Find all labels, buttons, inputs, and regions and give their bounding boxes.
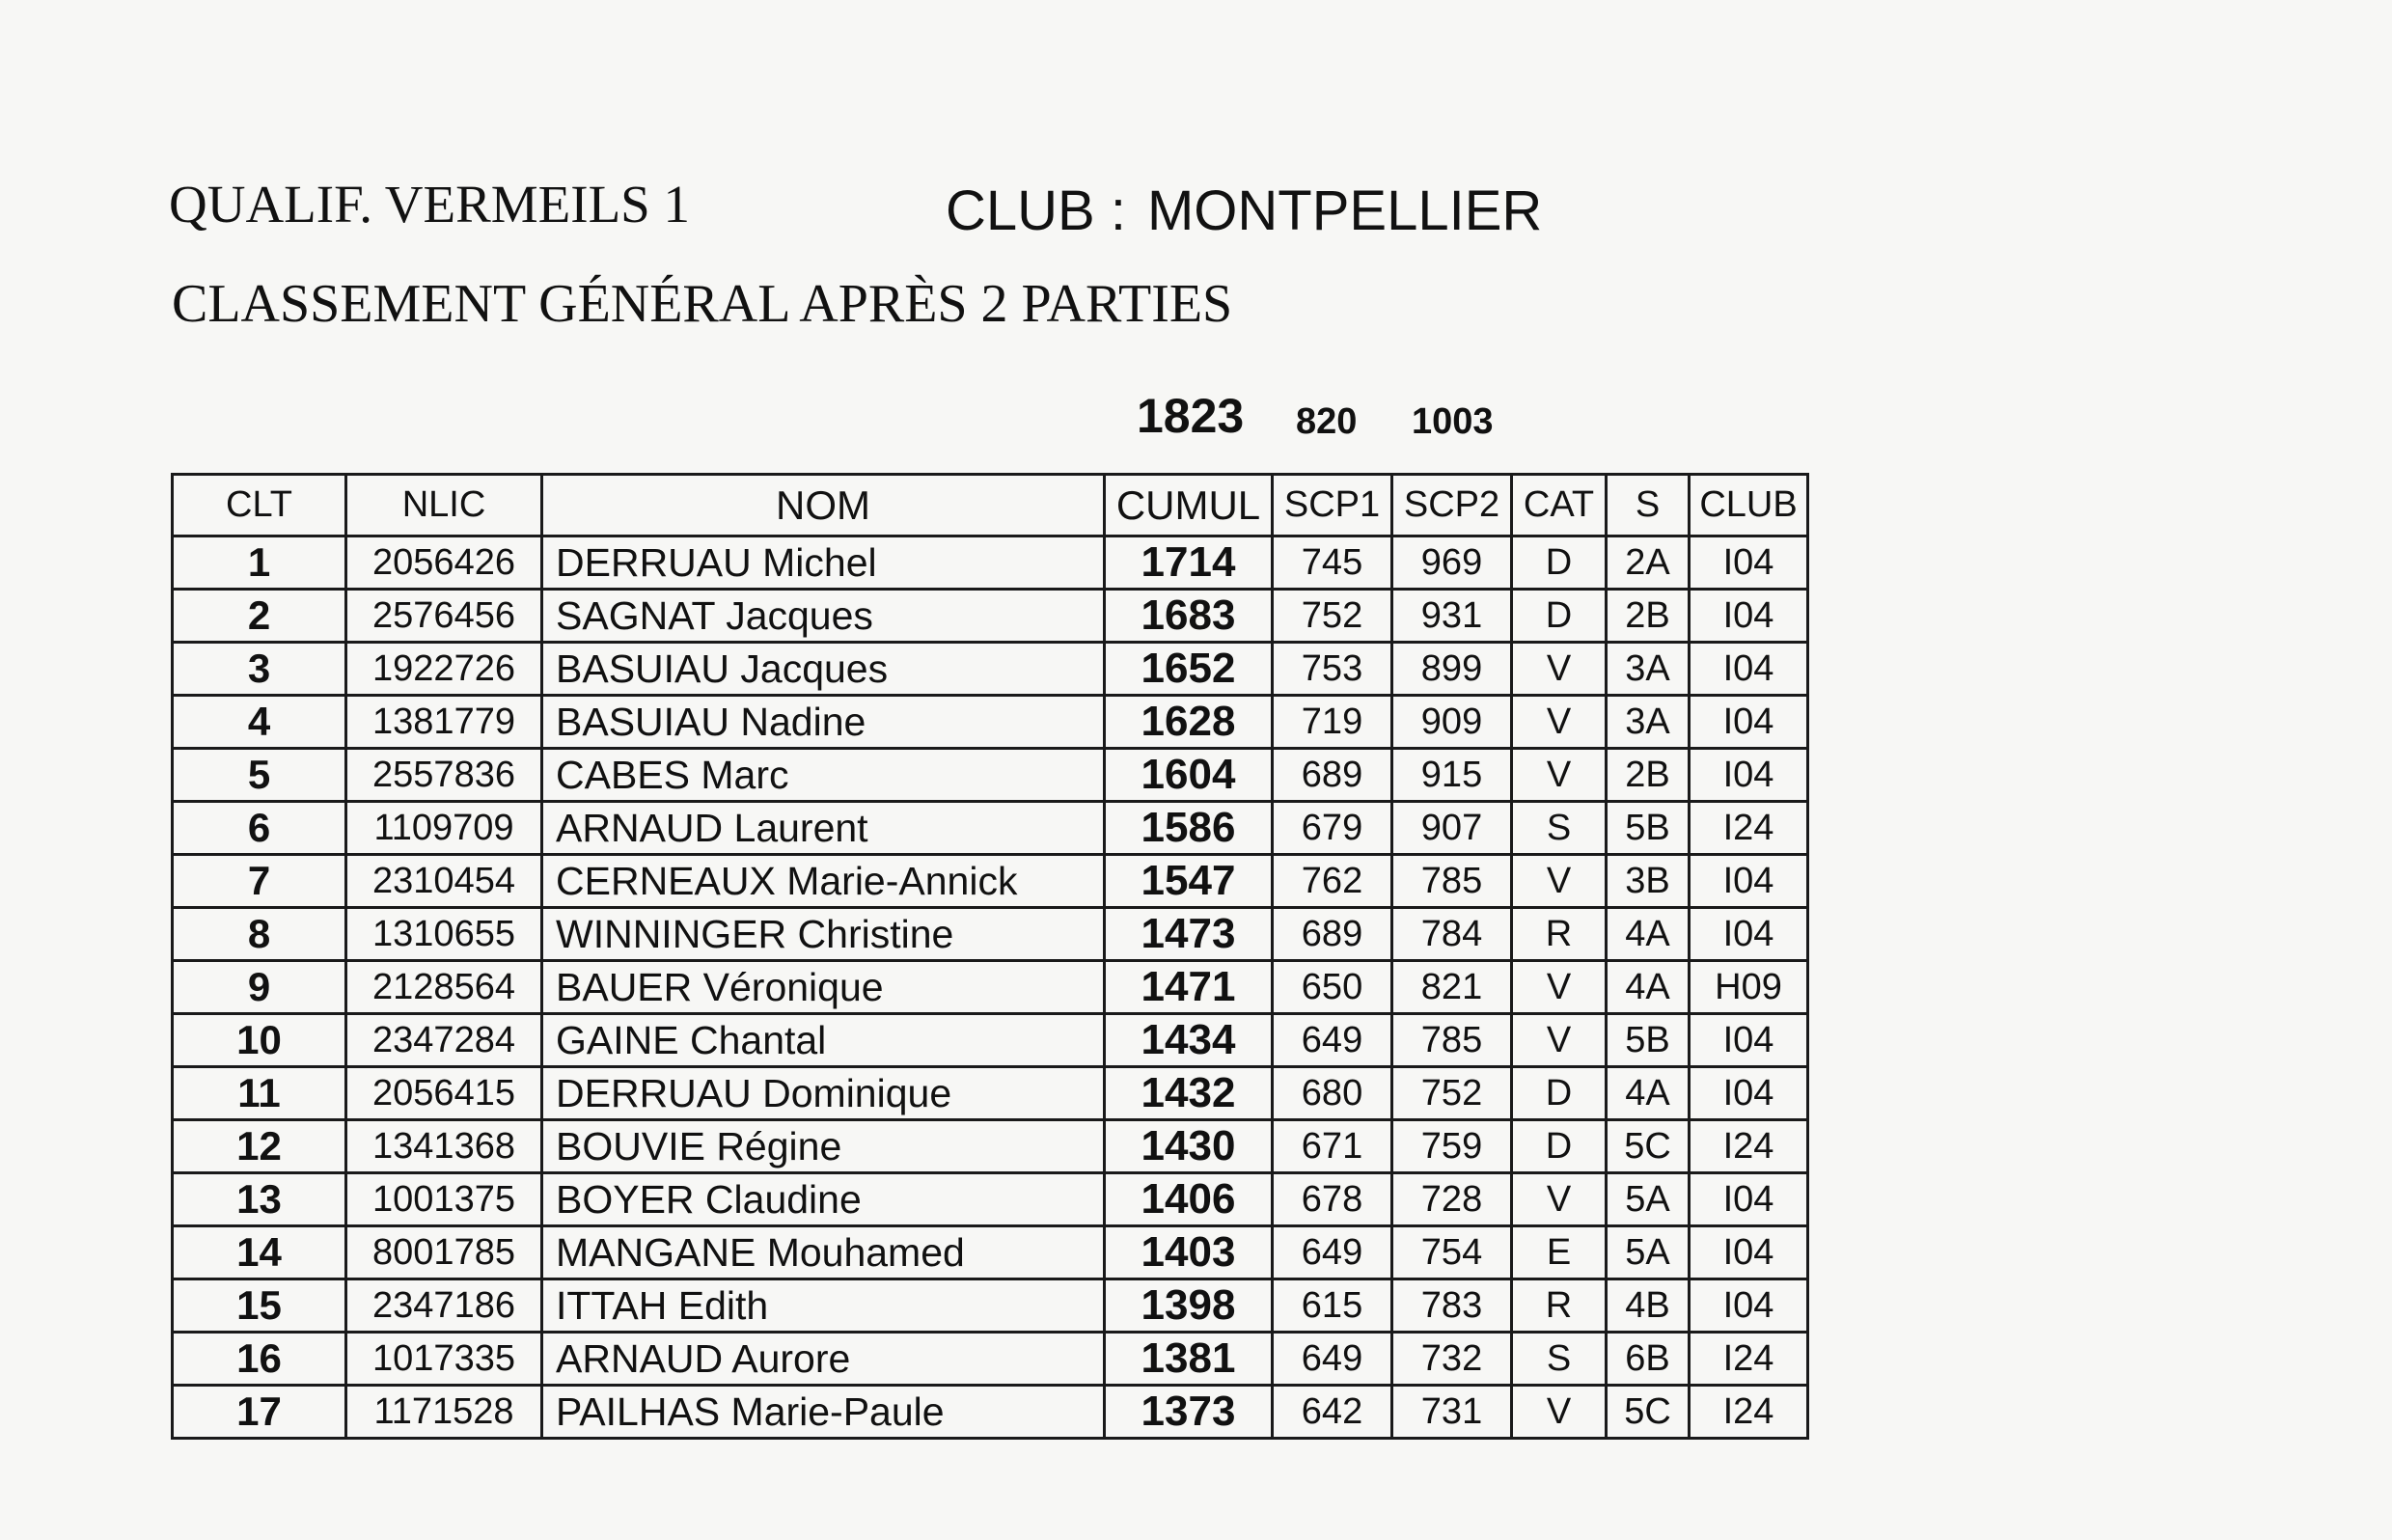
table-header-row [173,475,1808,536]
cell-clt: 3 [173,643,346,696]
table-row [173,1386,1808,1439]
cell-clt: 10 [173,1014,346,1067]
cell-cumul: 1586 [1105,802,1273,855]
cell-cumul: 1473 [1105,908,1273,961]
cell-nom: BASUIAU Jacques [542,643,1105,696]
table-row [173,643,1808,696]
cell-s: 3A [1607,643,1690,696]
cell-s: 2B [1607,590,1690,643]
cell-club: I04 [1690,1226,1808,1279]
column-header-cumul: CUMUL [1105,475,1273,536]
column-header-scp2: SCP2 [1392,475,1512,536]
cell-scp2: 909 [1392,696,1512,749]
cell-scp1: 649 [1273,1333,1392,1386]
cell-nlic: 1109709 [346,802,542,855]
cell-scp1: 689 [1273,749,1392,802]
cell-cat: V [1512,643,1607,696]
cell-s: 3A [1607,696,1690,749]
cell-nom: ARNAUD Aurore [542,1333,1105,1386]
cell-nom: ITTAH Edith [542,1279,1105,1333]
cell-scp2: 931 [1392,590,1512,643]
column-header-clt: CLT [173,475,346,536]
cell-nlic: 2347284 [346,1014,542,1067]
cell-scp1: 680 [1273,1067,1392,1120]
cell-nlic: 1310655 [346,908,542,961]
cell-nom: BASUIAU Nadine [542,696,1105,749]
cell-nlic: 1922726 [346,643,542,696]
cell-scp2: 785 [1392,1014,1512,1067]
cell-scp1: 679 [1273,802,1392,855]
cell-clt: 4 [173,696,346,749]
table-row [173,855,1808,908]
cell-clt: 9 [173,961,346,1014]
cell-scp2: 783 [1392,1279,1512,1333]
cell-clt: 6 [173,802,346,855]
table-row [173,696,1808,749]
cell-scp2: 728 [1392,1173,1512,1226]
cell-nlic: 1017335 [346,1333,542,1386]
cell-cumul: 1398 [1105,1279,1273,1333]
cell-clt: 8 [173,908,346,961]
cell-club: I04 [1690,1067,1808,1120]
cell-nom: SAGNAT Jacques [542,590,1105,643]
cell-clt: 1 [173,536,346,590]
cell-s: 3B [1607,855,1690,908]
cell-club: I24 [1690,1120,1808,1173]
cell-nom: DERRUAU Dominique [542,1067,1105,1120]
cell-club: I04 [1690,1173,1808,1226]
cell-s: 4A [1607,961,1690,1014]
cell-scp2: 899 [1392,643,1512,696]
cell-club: I04 [1690,696,1808,749]
cell-cat: S [1512,1333,1607,1386]
total-cumul: 1823 [1137,389,1245,443]
cell-cumul: 1434 [1105,1014,1273,1067]
cell-cumul: 1683 [1105,590,1273,643]
cell-club: I04 [1690,643,1808,696]
cell-club: I04 [1690,590,1808,643]
cell-cumul: 1373 [1105,1386,1273,1439]
cell-scp1: 678 [1273,1173,1392,1226]
cell-scp2: 731 [1392,1386,1512,1439]
cell-s: 4A [1607,1067,1690,1120]
cell-cat: D [1512,590,1607,643]
cell-cat: V [1512,1173,1607,1226]
cell-cat: D [1512,1120,1607,1173]
cell-nom: MANGANE Mouhamed [542,1226,1105,1279]
cell-cat: D [1512,536,1607,590]
cell-nlic: 2557836 [346,749,542,802]
table-row [173,961,1808,1014]
table-row [173,1173,1808,1226]
cell-clt: 7 [173,855,346,908]
cell-cumul: 1381 [1105,1333,1273,1386]
cell-club: I04 [1690,1014,1808,1067]
cell-nlic: 2347186 [346,1279,542,1333]
cell-cat: E [1512,1226,1607,1279]
table-row [173,1120,1808,1173]
cell-clt: 5 [173,749,346,802]
cell-nlic: 2576456 [346,590,542,643]
cell-clt: 13 [173,1173,346,1226]
cell-nom: GAINE Chantal [542,1014,1105,1067]
table-row [173,1279,1808,1333]
club-label: CLUB : [946,179,1126,242]
cell-nlic: 1341368 [346,1120,542,1173]
table-row [173,1333,1808,1386]
table-row [173,1014,1808,1067]
cell-scp1: 649 [1273,1226,1392,1279]
cell-s: 5C [1607,1386,1690,1439]
cell-cat: S [1512,802,1607,855]
cell-scp1: 719 [1273,696,1392,749]
table-row [173,1067,1808,1120]
cell-cat: V [1512,961,1607,1014]
cell-cat: V [1512,749,1607,802]
cell-cumul: 1604 [1105,749,1273,802]
cell-club: I04 [1690,908,1808,961]
column-header-nlic: NLIC [346,475,542,536]
cell-scp2: 759 [1392,1120,1512,1173]
column-header-nom: NOM [542,475,1105,536]
cell-clt: 17 [173,1386,346,1439]
cell-nom: BOYER Claudine [542,1173,1105,1226]
cell-scp2: 915 [1392,749,1512,802]
cell-cat: V [1512,1014,1607,1067]
cell-s: 2B [1607,749,1690,802]
table-row [173,590,1808,643]
total-scp2: 1003 [1412,401,1494,442]
cell-club: I04 [1690,749,1808,802]
cell-club: I04 [1690,855,1808,908]
cell-clt: 12 [173,1120,346,1173]
cell-club: I04 [1690,536,1808,590]
cell-cumul: 1547 [1105,855,1273,908]
cell-nlic: 8001785 [346,1226,542,1279]
cell-club: I24 [1690,802,1808,855]
cell-clt: 15 [173,1279,346,1333]
cell-scp1: 615 [1273,1279,1392,1333]
cell-scp2: 754 [1392,1226,1512,1279]
table-row [173,908,1808,961]
total-scp1: 820 [1296,401,1358,442]
cell-scp1: 745 [1273,536,1392,590]
cell-nlic: 2056415 [346,1067,542,1120]
cell-scp1: 671 [1273,1120,1392,1173]
cell-s: 5B [1607,802,1690,855]
cell-nlic: 1381779 [346,696,542,749]
club-name: MONTPELLIER [1146,179,1543,242]
cell-cumul: 1432 [1105,1067,1273,1120]
competition-title: QUALIF. VERMEILS 1 [169,175,691,234]
cell-club: I24 [1690,1386,1808,1439]
cell-cat: R [1512,1279,1607,1333]
cell-scp1: 752 [1273,590,1392,643]
table-row [173,1226,1808,1279]
table-row [173,802,1808,855]
cell-nom: CERNEAUX Marie-Annick [542,855,1105,908]
cell-s: 4A [1607,908,1690,961]
results-body [173,536,1808,1439]
cell-nlic: 1171528 [346,1386,542,1439]
cell-scp1: 689 [1273,908,1392,961]
cell-scp2: 752 [1392,1067,1512,1120]
column-header-scp1: SCP1 [1273,475,1392,536]
cell-club: I04 [1690,1279,1808,1333]
cell-s: 6B [1607,1333,1690,1386]
column-header-cat: CAT [1512,475,1607,536]
cell-s: 5A [1607,1173,1690,1226]
column-header-s: S [1607,475,1690,536]
cell-clt: 2 [173,590,346,643]
cell-scp2: 732 [1392,1333,1512,1386]
cell-cat: V [1512,1386,1607,1439]
cell-nlic: 1001375 [346,1173,542,1226]
cell-cat: D [1512,1067,1607,1120]
cell-cumul: 1471 [1105,961,1273,1014]
cell-s: 5C [1607,1120,1690,1173]
cell-nom: BAUER Véronique [542,961,1105,1014]
cell-cumul: 1652 [1105,643,1273,696]
cell-cumul: 1406 [1105,1173,1273,1226]
cell-cat: R [1512,908,1607,961]
ranking-subtitle: CLASSEMENT GÉNÉRAL APRÈS 2 PARTIES [172,274,1233,334]
cell-scp1: 753 [1273,643,1392,696]
cell-cumul: 1628 [1105,696,1273,749]
cell-cumul: 1714 [1105,536,1273,590]
cell-scp2: 784 [1392,908,1512,961]
cell-scp1: 762 [1273,855,1392,908]
cell-scp1: 642 [1273,1386,1392,1439]
column-header-club: CLUB [1690,475,1808,536]
cell-clt: 11 [173,1067,346,1120]
results-table [171,473,1809,1440]
cell-s: 2A [1607,536,1690,590]
cell-nom: PAILHAS Marie-Paule [542,1386,1105,1439]
table-row [173,749,1808,802]
cell-nom: DERRUAU Michel [542,536,1105,590]
cell-scp1: 649 [1273,1014,1392,1067]
table-row [173,536,1808,590]
cell-nom: CABES Marc [542,749,1105,802]
cell-s: 4B [1607,1279,1690,1333]
cell-club: I24 [1690,1333,1808,1386]
cell-nlic: 2128564 [346,961,542,1014]
cell-cat: V [1512,855,1607,908]
cell-clt: 16 [173,1333,346,1386]
cell-nom: BOUVIE Régine [542,1120,1105,1173]
cell-nom: ARNAUD Laurent [542,802,1105,855]
cell-cumul: 1403 [1105,1226,1273,1279]
cell-nlic: 2056426 [346,536,542,590]
club-heading [946,179,1542,243]
cell-nlic: 2310454 [346,855,542,908]
cell-cumul: 1430 [1105,1120,1273,1173]
cell-cat: V [1512,696,1607,749]
cell-s: 5A [1607,1226,1690,1279]
cell-club: H09 [1690,961,1808,1014]
cell-s: 5B [1607,1014,1690,1067]
cell-scp2: 821 [1392,961,1512,1014]
cell-scp2: 969 [1392,536,1512,590]
cell-clt: 14 [173,1226,346,1279]
cell-nom: WINNINGER Christine [542,908,1105,961]
cell-scp1: 650 [1273,961,1392,1014]
cell-scp2: 907 [1392,802,1512,855]
cell-scp2: 785 [1392,855,1512,908]
